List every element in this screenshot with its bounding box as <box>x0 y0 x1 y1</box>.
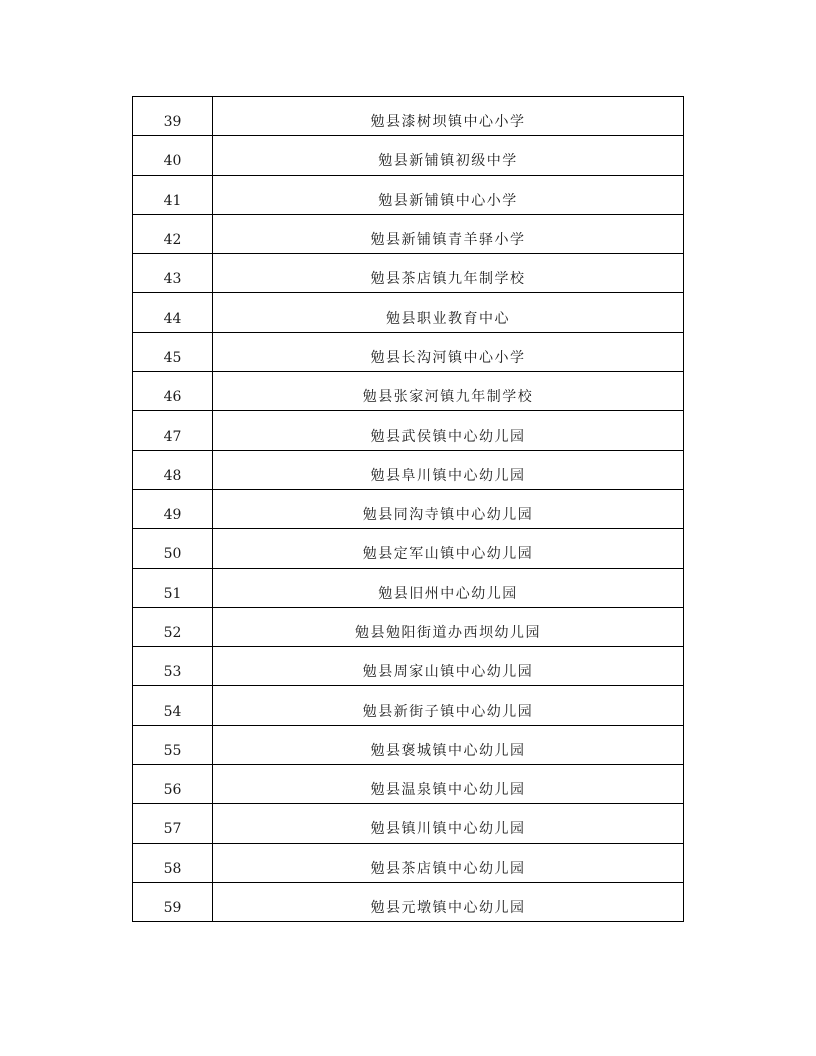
row-number: 58 <box>163 860 182 877</box>
school-name-cell <box>213 254 684 293</box>
table-row <box>133 97 684 136</box>
table-row <box>133 175 684 214</box>
row-number: 39 <box>163 114 182 131</box>
school-name: 勉县武侯镇中心幼儿园 <box>370 428 526 445</box>
table-row <box>133 293 684 332</box>
row-number: 40 <box>163 153 182 170</box>
row-number-cell <box>133 529 213 568</box>
row-number: 42 <box>163 232 182 249</box>
school-name-cell <box>213 765 684 804</box>
table-row <box>133 411 684 450</box>
school-name-cell <box>213 804 684 843</box>
table-body <box>133 97 684 922</box>
school-name-cell <box>213 843 684 882</box>
row-number-cell <box>133 804 213 843</box>
table-row <box>133 765 684 804</box>
table-row <box>133 725 684 764</box>
row-number: 50 <box>163 546 182 563</box>
school-name-cell <box>213 568 684 607</box>
table-row <box>133 214 684 253</box>
row-number: 48 <box>163 467 182 484</box>
row-number: 41 <box>163 192 182 209</box>
school-name: 勉县新铺镇初级中学 <box>378 153 518 170</box>
row-number-cell <box>133 332 213 371</box>
row-number-cell <box>133 254 213 293</box>
row-number: 54 <box>163 703 182 720</box>
school-name-cell <box>213 372 684 411</box>
table-row <box>133 843 684 882</box>
row-number: 59 <box>163 900 182 917</box>
row-number: 57 <box>163 821 182 838</box>
table-row <box>133 882 684 921</box>
row-number-cell <box>133 882 213 921</box>
row-number-cell <box>133 293 213 332</box>
school-name: 勉县周家山镇中心幼儿园 <box>362 664 534 681</box>
school-name-cell <box>213 607 684 646</box>
school-name: 勉县镇川镇中心幼儿园 <box>370 821 526 838</box>
table-row <box>133 450 684 489</box>
table-row <box>133 529 684 568</box>
school-name: 勉县元墩镇中心幼儿园 <box>370 900 526 917</box>
row-number: 43 <box>163 271 182 288</box>
table-row <box>133 607 684 646</box>
school-name: 勉县张家河镇九年制学校 <box>362 389 534 406</box>
school-name: 勉县定军山镇中心幼儿园 <box>362 546 534 563</box>
table-row <box>133 372 684 411</box>
row-number-cell <box>133 489 213 528</box>
row-number: 45 <box>163 349 182 366</box>
row-number-cell <box>133 97 213 136</box>
school-name-cell <box>213 450 684 489</box>
row-number-cell <box>133 765 213 804</box>
school-name: 勉县勉阳街道办西坝幼儿园 <box>355 625 541 641</box>
row-number-cell <box>133 686 213 725</box>
row-number: 52 <box>163 625 182 641</box>
school-name: 勉县茶店镇九年制学校 <box>370 271 526 288</box>
row-number: 49 <box>163 507 182 524</box>
school-name-cell <box>213 529 684 568</box>
table-row <box>133 686 684 725</box>
school-name: 勉县旧州中心幼儿园 <box>378 585 518 602</box>
row-number: 55 <box>163 742 182 759</box>
row-number: 53 <box>163 664 182 681</box>
school-name: 勉县职业教育中心 <box>386 310 510 327</box>
row-number-cell <box>133 175 213 214</box>
school-name-cell <box>213 725 684 764</box>
school-name: 勉县新铺镇中心小学 <box>378 192 518 209</box>
school-name: 勉县阜川镇中心幼儿园 <box>370 467 526 484</box>
row-number: 44 <box>163 310 182 327</box>
row-number-cell <box>133 372 213 411</box>
table-row <box>133 647 684 686</box>
row-number: 46 <box>163 389 182 406</box>
school-name-cell <box>213 489 684 528</box>
school-name-cell <box>213 647 684 686</box>
school-name-cell <box>213 332 684 371</box>
table-row <box>133 489 684 528</box>
school-name-cell <box>213 214 684 253</box>
school-name-cell <box>213 175 684 214</box>
row-number-cell <box>133 214 213 253</box>
school-name-cell <box>213 97 684 136</box>
row-number-cell <box>133 607 213 646</box>
row-number-cell <box>133 725 213 764</box>
school-name: 勉县茶店镇中心幼儿园 <box>370 860 526 877</box>
table-row <box>133 254 684 293</box>
table-row <box>133 332 684 371</box>
school-name: 勉县温泉镇中心幼儿园 <box>370 782 526 799</box>
school-name: 勉县褒城镇中心幼儿园 <box>370 742 526 759</box>
school-name: 勉县漆树坝镇中心小学 <box>370 114 526 131</box>
row-number: 47 <box>163 428 182 445</box>
school-name: 勉县同沟寺镇中心幼儿园 <box>362 507 534 524</box>
school-name-cell <box>213 882 684 921</box>
row-number-cell <box>133 450 213 489</box>
table-row <box>133 136 684 175</box>
school-name-cell <box>213 411 684 450</box>
row-number-cell <box>133 647 213 686</box>
school-name-cell <box>213 136 684 175</box>
school-name: 勉县新街子镇中心幼儿园 <box>362 703 534 720</box>
school-name-cell <box>213 686 684 725</box>
school-list-table <box>132 96 684 922</box>
school-name: 勉县长沟河镇中心小学 <box>370 349 526 366</box>
row-number-cell <box>133 843 213 882</box>
school-name-cell <box>213 293 684 332</box>
table-row <box>133 568 684 607</box>
row-number-cell <box>133 568 213 607</box>
school-name: 勉县新铺镇青羊驿小学 <box>370 232 526 249</box>
row-number-cell <box>133 136 213 175</box>
row-number-cell <box>133 411 213 450</box>
row-number: 51 <box>163 585 182 602</box>
row-number: 56 <box>163 782 182 799</box>
table-row <box>133 804 684 843</box>
